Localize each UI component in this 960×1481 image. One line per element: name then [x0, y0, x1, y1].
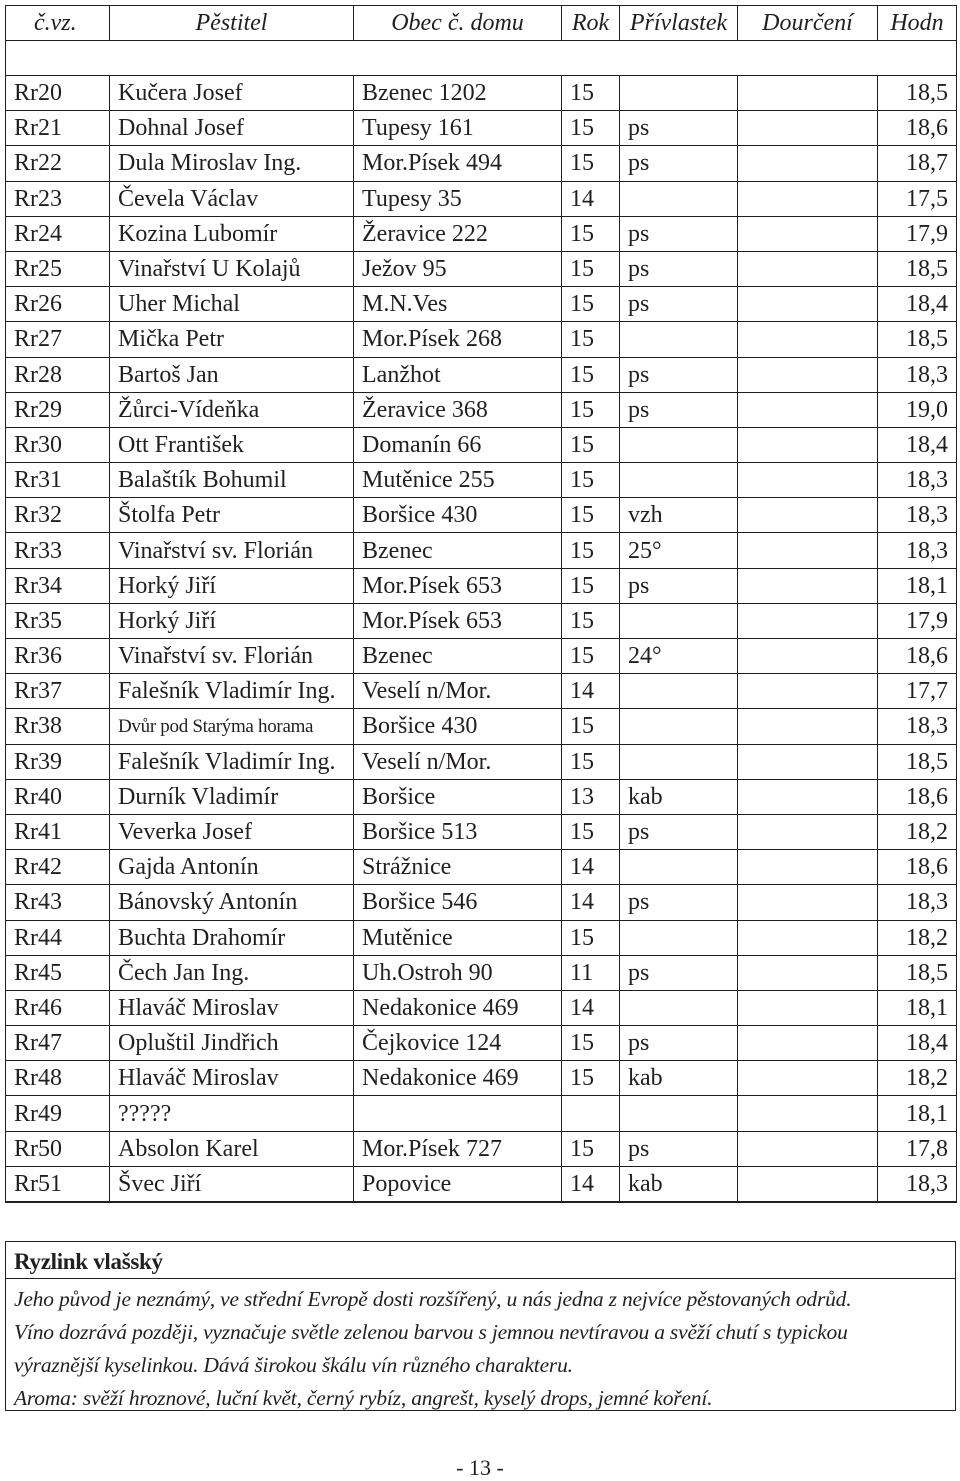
- classification-cell: [738, 568, 878, 603]
- classification-cell: [738, 427, 878, 462]
- year-cell: 15: [562, 1026, 620, 1061]
- classification-cell: [738, 639, 878, 674]
- table-row: [6, 216, 957, 251]
- score-cell: 18,5: [878, 76, 957, 111]
- table-row: [6, 885, 957, 920]
- grower-cell: Vinařství sv. Florián: [110, 533, 354, 568]
- score-cell: 17,9: [878, 216, 957, 251]
- grower-cell: Dula Miroslav Ing.: [110, 146, 354, 181]
- attribute-cell: [620, 427, 738, 462]
- year-cell: 14: [562, 1166, 620, 1201]
- table-row: [6, 146, 957, 181]
- grower-cell: Uher Michal: [110, 287, 354, 322]
- village-cell: Boršice 430: [354, 709, 562, 744]
- grower-cell: Buchta Drahomír: [110, 920, 354, 955]
- sample-id-cell: Rr42: [6, 850, 110, 885]
- variety-description-line: výraznější kyselinkou. Dává širokou škálu vín různého charakteru.: [14, 1353, 573, 1377]
- classification-cell: [738, 181, 878, 216]
- village-cell: Boršice 546: [354, 885, 562, 920]
- sample-id-cell: Rr51: [6, 1166, 110, 1201]
- classification-cell: [738, 357, 878, 392]
- sample-id-cell: Rr49: [6, 1096, 110, 1131]
- grower-cell: Hlaváč Miroslav: [110, 1061, 354, 1096]
- grower-cell: Horký Jiří: [110, 603, 354, 638]
- score-cell: 18,2: [878, 1061, 957, 1096]
- grower-cell: Balaštík Bohumil: [110, 463, 354, 498]
- grower-cell: Gajda Antonín: [110, 850, 354, 885]
- sample-id-cell: Rr46: [6, 990, 110, 1025]
- score-cell: 17,9: [878, 603, 957, 638]
- year-cell: 14: [562, 990, 620, 1025]
- attribute-cell: ps: [620, 885, 738, 920]
- table-row: [6, 111, 957, 146]
- score-cell: 18,6: [878, 850, 957, 885]
- sample-id-cell: Rr35: [6, 603, 110, 638]
- village-cell: Bzenec: [354, 639, 562, 674]
- score-cell: 17,8: [878, 1131, 957, 1166]
- classification-cell: [738, 533, 878, 568]
- year-cell: 14: [562, 674, 620, 709]
- classification-cell: [738, 76, 878, 111]
- year-cell: 15: [562, 251, 620, 286]
- classification-cell: [738, 955, 878, 990]
- year-cell: 11: [562, 955, 620, 990]
- village-cell: Mor.Písek 727: [354, 1131, 562, 1166]
- table-row: [6, 463, 957, 498]
- grower-cell: Dohnal Josef: [110, 111, 354, 146]
- attribute-cell: [620, 920, 738, 955]
- grower-cell: Čevela Václav: [110, 181, 354, 216]
- variety-title: Ryzlink vlašský: [6, 1242, 955, 1279]
- grower-cell: Vinařství sv. Florián: [110, 639, 354, 674]
- grower-cell: Horký Jiří: [110, 568, 354, 603]
- table-row: [6, 603, 957, 638]
- village-cell: M.N.Ves: [354, 287, 562, 322]
- score-cell: 18,3: [878, 498, 957, 533]
- sample-id-cell: Rr31: [6, 463, 110, 498]
- attribute-cell: ps: [620, 287, 738, 322]
- grower-cell: Čech Jan Ing.: [110, 955, 354, 990]
- classification-cell: [738, 674, 878, 709]
- village-cell: Boršice 430: [354, 498, 562, 533]
- attribute-cell: ps: [620, 357, 738, 392]
- year-cell: 15: [562, 533, 620, 568]
- classification-cell: [738, 392, 878, 427]
- attribute-cell: [620, 850, 738, 885]
- score-cell: 18,2: [878, 814, 957, 849]
- year-cell: 14: [562, 181, 620, 216]
- header-classification: Dourčení: [738, 6, 878, 41]
- grower-cell: Veverka Josef: [110, 814, 354, 849]
- attribute-cell: ps: [620, 111, 738, 146]
- year-cell: 15: [562, 76, 620, 111]
- village-cell: Mor.Písek 494: [354, 146, 562, 181]
- village-cell: Domanín 66: [354, 427, 562, 462]
- score-cell: 18,3: [878, 885, 957, 920]
- village-cell: Nedakonice 469: [354, 1061, 562, 1096]
- attribute-cell: kab: [620, 779, 738, 814]
- header-village: Obec č. domu: [354, 6, 562, 41]
- grower-cell: Bánovský Antonín: [110, 885, 354, 920]
- table-row: [6, 1026, 957, 1061]
- attribute-cell: [620, 322, 738, 357]
- year-cell: 15: [562, 920, 620, 955]
- table-row: [6, 920, 957, 955]
- sample-id-cell: Rr32: [6, 498, 110, 533]
- attribute-cell: vzh: [620, 498, 738, 533]
- attribute-cell: ps: [620, 1131, 738, 1166]
- village-cell: Mutěnice: [354, 920, 562, 955]
- year-cell: 15: [562, 814, 620, 849]
- grower-cell: Bartoš Jan: [110, 357, 354, 392]
- village-cell: Mor.Písek 268: [354, 322, 562, 357]
- classification-cell: [738, 850, 878, 885]
- grower-cell: Hlaváč Miroslav: [110, 990, 354, 1025]
- year-cell: 15: [562, 1131, 620, 1166]
- classification-cell: [738, 1166, 878, 1201]
- sample-id-cell: Rr48: [6, 1061, 110, 1096]
- sample-id-cell: Rr20: [6, 76, 110, 111]
- table-row: [6, 709, 957, 744]
- grower-cell: Falešník Vladimír Ing.: [110, 744, 354, 779]
- classification-cell: [738, 709, 878, 744]
- attribute-cell: ps: [620, 146, 738, 181]
- attribute-cell: [620, 181, 738, 216]
- year-cell: 15: [562, 146, 620, 181]
- table-row: [6, 251, 957, 286]
- sample-id-cell: Rr39: [6, 744, 110, 779]
- year-cell: 15: [562, 498, 620, 533]
- village-cell: Tupesy 35: [354, 181, 562, 216]
- table-row: [6, 1061, 957, 1096]
- table-row: [6, 392, 957, 427]
- score-cell: 18,5: [878, 251, 957, 286]
- score-cell: 18,4: [878, 1026, 957, 1061]
- header-sample-id: č.vz.: [6, 6, 110, 41]
- classification-cell: [738, 990, 878, 1025]
- village-cell: Veselí n/Mor.: [354, 674, 562, 709]
- village-cell: Bzenec: [354, 533, 562, 568]
- sample-id-cell: Rr21: [6, 111, 110, 146]
- score-cell: 18,1: [878, 1096, 957, 1131]
- year-cell: 14: [562, 885, 620, 920]
- village-cell: Ježov 95: [354, 251, 562, 286]
- variety-description-line: Víno dozrává později, vyznačuje světle zelenou barvou s jemnou nevtíravou a svěží chutí s typickou: [14, 1320, 848, 1344]
- sample-id-cell: Rr27: [6, 322, 110, 357]
- year-cell: 15: [562, 111, 620, 146]
- sample-id-cell: Rr34: [6, 568, 110, 603]
- score-cell: 18,6: [878, 111, 957, 146]
- year-cell: 15: [562, 463, 620, 498]
- year-cell: 15: [562, 216, 620, 251]
- year-cell: 15: [562, 603, 620, 638]
- sample-id-cell: Rr26: [6, 287, 110, 322]
- year-cell: 13: [562, 779, 620, 814]
- score-cell: 18,3: [878, 709, 957, 744]
- table-row: [6, 533, 957, 568]
- grower-cell: Absolon Karel: [110, 1131, 354, 1166]
- table-row: [6, 674, 957, 709]
- score-cell: 18,4: [878, 427, 957, 462]
- year-cell: 14: [562, 850, 620, 885]
- header-row: [6, 6, 957, 41]
- attribute-cell: [620, 990, 738, 1025]
- attribute-cell: kab: [620, 1061, 738, 1096]
- grower-cell: ?????: [110, 1096, 354, 1131]
- classification-cell: [738, 1061, 878, 1096]
- table-row: [6, 427, 957, 462]
- attribute-cell: ps: [620, 1026, 738, 1061]
- table-row: [6, 181, 957, 216]
- table-row: [6, 744, 957, 779]
- village-cell: Veselí n/Mor.: [354, 744, 562, 779]
- table-row: [6, 814, 957, 849]
- header-score: Hodn: [878, 6, 957, 41]
- classification-cell: [738, 251, 878, 286]
- classification-cell: [738, 498, 878, 533]
- table-row: [6, 955, 957, 990]
- classification-cell: [738, 744, 878, 779]
- attribute-cell: [620, 603, 738, 638]
- classification-cell: [738, 322, 878, 357]
- classification-cell: [738, 1096, 878, 1131]
- village-cell: Bzenec 1202: [354, 76, 562, 111]
- sample-id-cell: Rr41: [6, 814, 110, 849]
- sample-id-cell: Rr25: [6, 251, 110, 286]
- score-cell: 18,5: [878, 744, 957, 779]
- attribute-cell: [620, 674, 738, 709]
- classification-cell: [738, 1131, 878, 1166]
- table-row: [6, 1131, 957, 1166]
- classification-cell: [738, 1026, 878, 1061]
- sample-id-cell: Rr43: [6, 885, 110, 920]
- village-cell: Mutěnice 255: [354, 463, 562, 498]
- classification-cell: [738, 287, 878, 322]
- village-cell: Strážnice: [354, 850, 562, 885]
- village-cell: Nedakonice 469: [354, 990, 562, 1025]
- sample-id-cell: Rr40: [6, 779, 110, 814]
- grower-cell: Falešník Vladimír Ing.: [110, 674, 354, 709]
- sample-id-cell: Rr36: [6, 639, 110, 674]
- score-cell: 18,4: [878, 287, 957, 322]
- attribute-cell: [620, 744, 738, 779]
- grower-cell: Švec Jiří: [110, 1166, 354, 1201]
- table-row: [6, 322, 957, 357]
- classification-cell: [738, 463, 878, 498]
- year-cell: 15: [562, 392, 620, 427]
- classification-cell: [738, 603, 878, 638]
- attribute-cell: ps: [620, 251, 738, 286]
- attribute-cell: [620, 463, 738, 498]
- sample-id-cell: Rr23: [6, 181, 110, 216]
- spacer-row: [6, 1202, 957, 1203]
- sample-id-cell: Rr30: [6, 427, 110, 462]
- table-row: [6, 639, 957, 674]
- village-cell: Žeravice 368: [354, 392, 562, 427]
- sample-id-cell: Rr28: [6, 357, 110, 392]
- village-cell: Čejkovice 124: [354, 1026, 562, 1061]
- sample-id-cell: Rr50: [6, 1131, 110, 1166]
- attribute-cell: ps: [620, 955, 738, 990]
- score-cell: 17,7: [878, 674, 957, 709]
- table-row: [6, 990, 957, 1025]
- score-cell: 18,5: [878, 322, 957, 357]
- village-cell: Lanžhot: [354, 357, 562, 392]
- table-row: [6, 1166, 957, 1201]
- attribute-cell: ps: [620, 568, 738, 603]
- attribute-cell: ps: [620, 216, 738, 251]
- sample-id-cell: Rr47: [6, 1026, 110, 1061]
- table-row: [6, 76, 957, 111]
- header-grower: Pěstitel: [110, 6, 354, 41]
- attribute-cell: 25°: [620, 533, 738, 568]
- attribute-cell: [620, 76, 738, 111]
- score-cell: 18,2: [878, 920, 957, 955]
- grower-cell: Žůrci-Vídeňka: [110, 392, 354, 427]
- sample-id-cell: Rr44: [6, 920, 110, 955]
- grower-cell: Mička Petr: [110, 322, 354, 357]
- grower-cell: Ott František: [110, 427, 354, 462]
- sample-id-cell: Rr24: [6, 216, 110, 251]
- variety-description-line: Jeho původ je neznámý, ve střední Evropě dosti rozšířený, u nás jedna z nejvíce pěstovaných odrůd.: [14, 1287, 852, 1311]
- grower-cell: Opluštil Jindřich: [110, 1026, 354, 1061]
- sample-id-cell: Rr33: [6, 533, 110, 568]
- score-cell: 18,7: [878, 146, 957, 181]
- wine-results-table: [5, 5, 957, 1203]
- classification-cell: [738, 779, 878, 814]
- grower-cell: Vinařství U Kolajů: [110, 251, 354, 286]
- classification-cell: [738, 216, 878, 251]
- village-cell: Boršice: [354, 779, 562, 814]
- year-cell: 15: [562, 1061, 620, 1096]
- year-cell: 15: [562, 427, 620, 462]
- classification-cell: [738, 814, 878, 849]
- score-cell: 18,1: [878, 990, 957, 1025]
- year-cell: 15: [562, 322, 620, 357]
- grower-cell: Durník Vladimír: [110, 779, 354, 814]
- village-cell: Mor.Písek 653: [354, 568, 562, 603]
- score-cell: 18,6: [878, 639, 957, 674]
- year-cell: 15: [562, 639, 620, 674]
- table-row: [6, 287, 957, 322]
- score-cell: 18,3: [878, 1166, 957, 1201]
- attribute-cell: 24°: [620, 639, 738, 674]
- spacer-cell: [6, 41, 957, 76]
- header-year: Rok: [562, 6, 620, 41]
- sample-id-cell: Rr37: [6, 674, 110, 709]
- spacer-row: [6, 41, 957, 76]
- village-cell: Popovice: [354, 1166, 562, 1201]
- table-row: [6, 779, 957, 814]
- variety-info-box: [5, 1241, 956, 1411]
- village-cell: Žeravice 222: [354, 216, 562, 251]
- classification-cell: [738, 920, 878, 955]
- grower-cell: Kučera Josef: [110, 76, 354, 111]
- village-cell: Mor.Písek 653: [354, 603, 562, 638]
- grower-cell: Štolfa Petr: [110, 498, 354, 533]
- grower-cell: Kozina Lubomír: [110, 216, 354, 251]
- attribute-cell: [620, 709, 738, 744]
- score-cell: 18,3: [878, 463, 957, 498]
- sample-id-cell: Rr45: [6, 955, 110, 990]
- table-row: [6, 498, 957, 533]
- attribute-cell: [620, 1096, 738, 1131]
- table-row: [6, 568, 957, 603]
- classification-cell: [738, 111, 878, 146]
- year-cell: 15: [562, 744, 620, 779]
- score-cell: 18,6: [878, 779, 957, 814]
- score-cell: 18,3: [878, 357, 957, 392]
- spacer-cell: [6, 1202, 957, 1203]
- score-cell: 18,3: [878, 533, 957, 568]
- year-cell: 15: [562, 709, 620, 744]
- attribute-cell: ps: [620, 814, 738, 849]
- classification-cell: [738, 885, 878, 920]
- year-cell: 15: [562, 568, 620, 603]
- header-attribute: Přívlastek: [620, 6, 738, 41]
- table-row: [6, 1096, 957, 1131]
- year-cell: 15: [562, 357, 620, 392]
- sample-id-cell: Rr38: [6, 709, 110, 744]
- sample-id-cell: Rr29: [6, 392, 110, 427]
- table-row: [6, 357, 957, 392]
- attribute-cell: ps: [620, 392, 738, 427]
- variety-aroma-line: Aroma: svěží hroznové, luční květ, černý rybíz, angrešt, kyselý drops, jemné koření.: [14, 1386, 713, 1410]
- score-cell: 18,1: [878, 568, 957, 603]
- village-cell: Tupesy 161: [354, 111, 562, 146]
- sample-id-cell: Rr22: [6, 146, 110, 181]
- year-cell: 15: [562, 287, 620, 322]
- grower-cell: Dvůr pod Starýma horama: [110, 709, 354, 744]
- classification-cell: [738, 146, 878, 181]
- score-cell: 17,5: [878, 181, 957, 216]
- village-cell: [354, 1096, 562, 1131]
- score-cell: 18,5: [878, 955, 957, 990]
- year-cell: [562, 1096, 620, 1131]
- village-cell: Boršice 513: [354, 814, 562, 849]
- page-number: - 13 -: [456, 1455, 504, 1480]
- score-cell: 19,0: [878, 392, 957, 427]
- table-row: [6, 850, 957, 885]
- village-cell: Uh.Ostroh 90: [354, 955, 562, 990]
- variety-description: [6, 1279, 955, 1415]
- attribute-cell: kab: [620, 1166, 738, 1201]
